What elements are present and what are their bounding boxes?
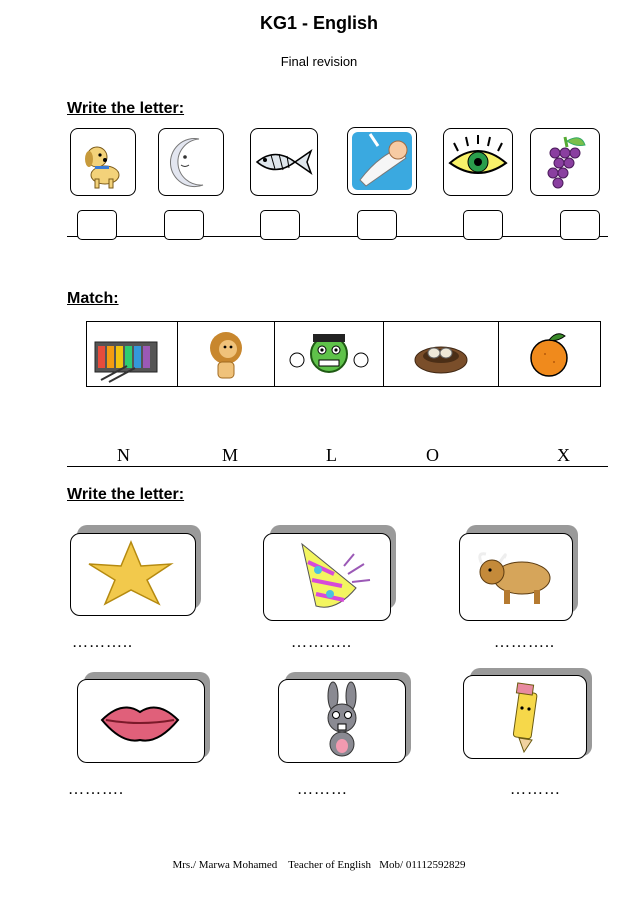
lion-icon — [178, 322, 274, 386]
rabbit-card — [278, 679, 406, 763]
monster-picture[interactable] — [275, 322, 384, 386]
page-title: KG1 - English — [259, 13, 378, 33]
divider-line-2 — [67, 466, 608, 467]
orange-picture[interactable] — [499, 322, 599, 386]
xylophone-icon — [87, 322, 177, 386]
bull-card — [459, 533, 573, 621]
lion-picture[interactable] — [178, 322, 275, 386]
nest-icon — [384, 322, 498, 386]
star-icon — [71, 534, 195, 615]
answer-box-1[interactable] — [77, 210, 117, 240]
section-heading-write-letter-2: Write the letter: — [67, 486, 185, 503]
party-hat-icon — [264, 534, 390, 620]
grapes-picture — [530, 128, 600, 196]
fish-picture — [250, 128, 318, 196]
lips-card — [77, 679, 205, 763]
answer-blank-2[interactable]: ……….. — [291, 634, 352, 651]
pencil-card — [463, 675, 587, 759]
answer-blank-4[interactable]: ………. — [68, 781, 124, 798]
page-subtitle: Final revision — [280, 54, 358, 69]
xylophone-picture[interactable] — [87, 322, 178, 386]
answer-blank-6[interactable]: ……… — [510, 781, 561, 798]
orange-icon — [499, 322, 599, 386]
footer-teacher-info: Mrs./ Marwa Mohamed Teacher of English Mob/ 01112592829 — [172, 859, 466, 871]
answer-box-2[interactable] — [164, 210, 204, 240]
eye-picture — [443, 128, 513, 196]
answer-box-5[interactable] — [463, 210, 503, 240]
section-heading-write-letter-1: Write the letter: — [67, 100, 185, 117]
match-letter-4: O — [426, 445, 439, 465]
answer-box-6[interactable] — [560, 210, 600, 240]
divider-line-1 — [67, 236, 608, 237]
answer-blank-3[interactable]: ……….. — [494, 634, 555, 651]
nest-picture[interactable] — [384, 322, 499, 386]
answer-box-3[interactable] — [260, 210, 300, 240]
bull-icon — [460, 534, 572, 620]
party-hat-card — [263, 533, 391, 621]
fish-icon — [251, 129, 317, 195]
match-letter-3: L — [326, 445, 337, 465]
lips-icon — [78, 680, 204, 762]
section-heading-match: Match: — [67, 290, 119, 307]
baby-picture — [347, 127, 417, 195]
pencil-icon — [464, 676, 586, 758]
match-letter-2: M — [222, 445, 239, 465]
dog-icon — [71, 129, 135, 195]
answer-blank-5[interactable]: ……… — [297, 781, 348, 798]
rabbit-icon — [279, 680, 405, 762]
grapes-icon — [531, 129, 599, 195]
match-letter-1: N — [117, 445, 130, 465]
match-picture-strip — [86, 321, 601, 387]
match-letter-5: X — [557, 445, 570, 465]
moon-picture — [158, 128, 224, 196]
answer-blank-1[interactable]: ……….. — [72, 634, 133, 651]
moon-icon — [159, 129, 223, 195]
answer-box-4[interactable] — [357, 210, 397, 240]
eye-icon — [444, 129, 512, 195]
monster-icon — [275, 322, 383, 386]
baby-icon — [348, 128, 416, 194]
dog-picture — [70, 128, 136, 196]
star-card — [70, 533, 196, 616]
